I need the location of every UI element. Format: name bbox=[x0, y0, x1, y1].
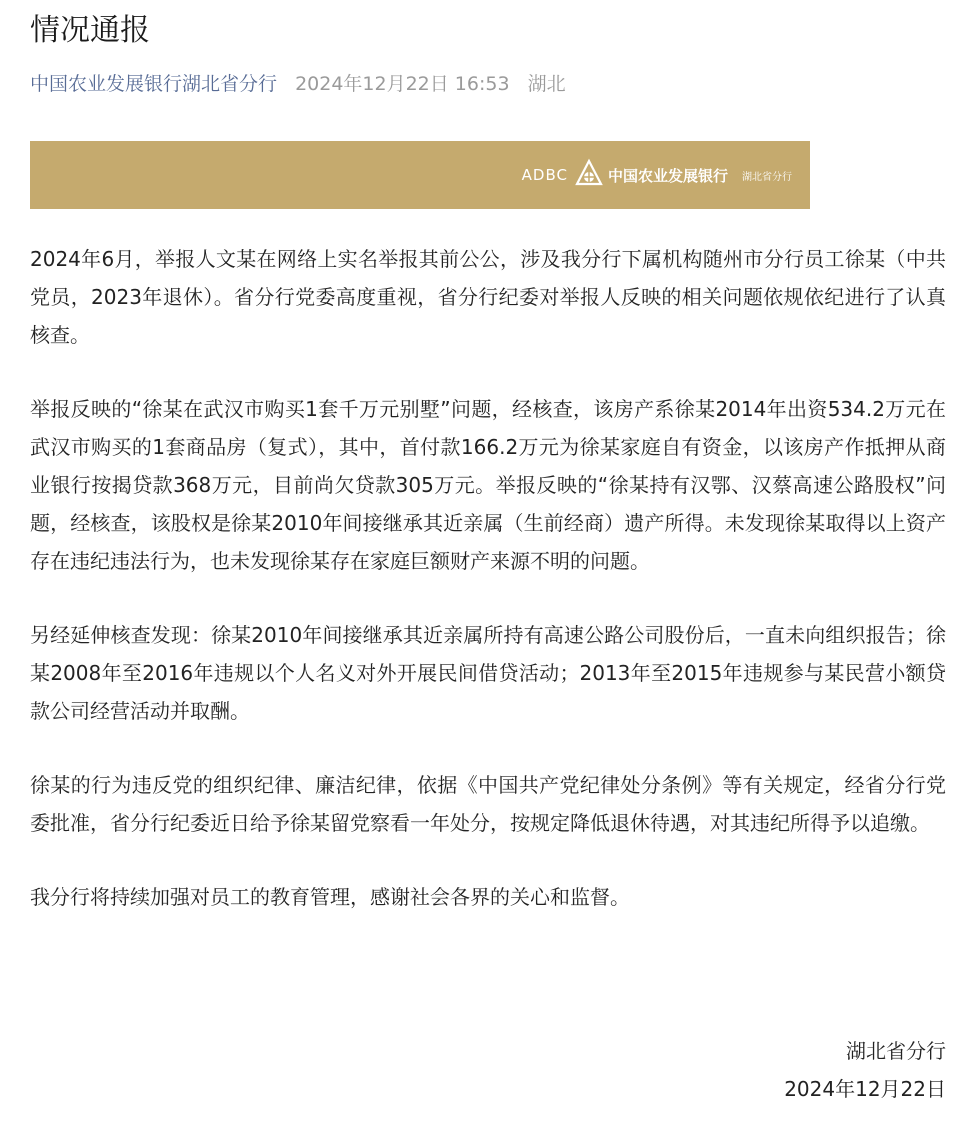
banner-logo bbox=[522, 141, 792, 209]
body-paragraph: 2024年6月，举报人文某在网络上实名举报其前公公，涉及我分行下属机构随州市分行员工徐某（中共党员，2023年退休）。省分行党委高度重视，省分行纪委对举报人反映的相关问题依规依纪进行了认真核查。 bbox=[30, 247, 946, 347]
account-name-link[interactable]: 中国农业发展银行湖北省分行 bbox=[30, 73, 278, 95]
banner-branch-name: 湖北省分行 bbox=[742, 171, 792, 183]
banner-bank-name: 中国农业发展银行 bbox=[607, 166, 728, 185]
signature-date: 2024年12月22日 bbox=[784, 1077, 946, 1101]
article-title: 情况通报 bbox=[30, 13, 150, 48]
adbc-emblem-icon bbox=[574, 158, 608, 192]
article-body bbox=[30, 240, 946, 952]
body-paragraph: 我分行将持续加强对员工的教育管理，感谢社会各界的关心和监督。 bbox=[30, 885, 630, 909]
signature-org: 湖北省分行 bbox=[846, 1039, 946, 1063]
signature-block bbox=[784, 1032, 946, 1108]
body-paragraph: 另经延伸核查发现：徐某2010年间接继承其近亲属所持有高速公路公司股份后，一直未向组织报告；徐某2008年至2016年违规以个人名义对外开展民间借贷活动；2013年至2015年违规参与某民营小额贷款公司经营活动并取酬。 bbox=[30, 623, 946, 723]
body-paragraph: 徐某的行为违反党的组织纪律、廉洁纪律，依据《中国共产党纪律处分条例》等有关规定，经省分行党委批准，省分行纪委近日给予徐某留党察看一年处分，按规定降低退休待遇，对其违纪所得予以追缴。 bbox=[30, 773, 946, 835]
publish-location: 湖北 bbox=[527, 73, 566, 95]
banner-adbc-text: ADBC bbox=[521, 166, 568, 184]
body-paragraph: 举报反映的“徐某在武汉市购买1套千万元别墅”问题，经核查，该房产系徐某2014年出资534.2万元在武汉市购买的1套商品房（复式），其中，首付款166.2万元为徐某家庭自有资金，以该房产作抵押从商业银行按揭贷款368万元，目前尚欠贷款305万元。举报反映的“徐某持有汉鄂、汉蔡高速公路股权”问题，经核查，该股权是徐某2010年间接继承其近亲属（生前经商）遗产所得。未发现徐某取得以上资产存在违纪违法行为，也未发现徐某存在家庭巨额财产来源不明的问题。 bbox=[30, 397, 946, 573]
article-meta bbox=[30, 70, 566, 98]
publish-time: 2024年12月22日 16:53 bbox=[295, 73, 510, 95]
header-banner-image bbox=[30, 141, 810, 209]
